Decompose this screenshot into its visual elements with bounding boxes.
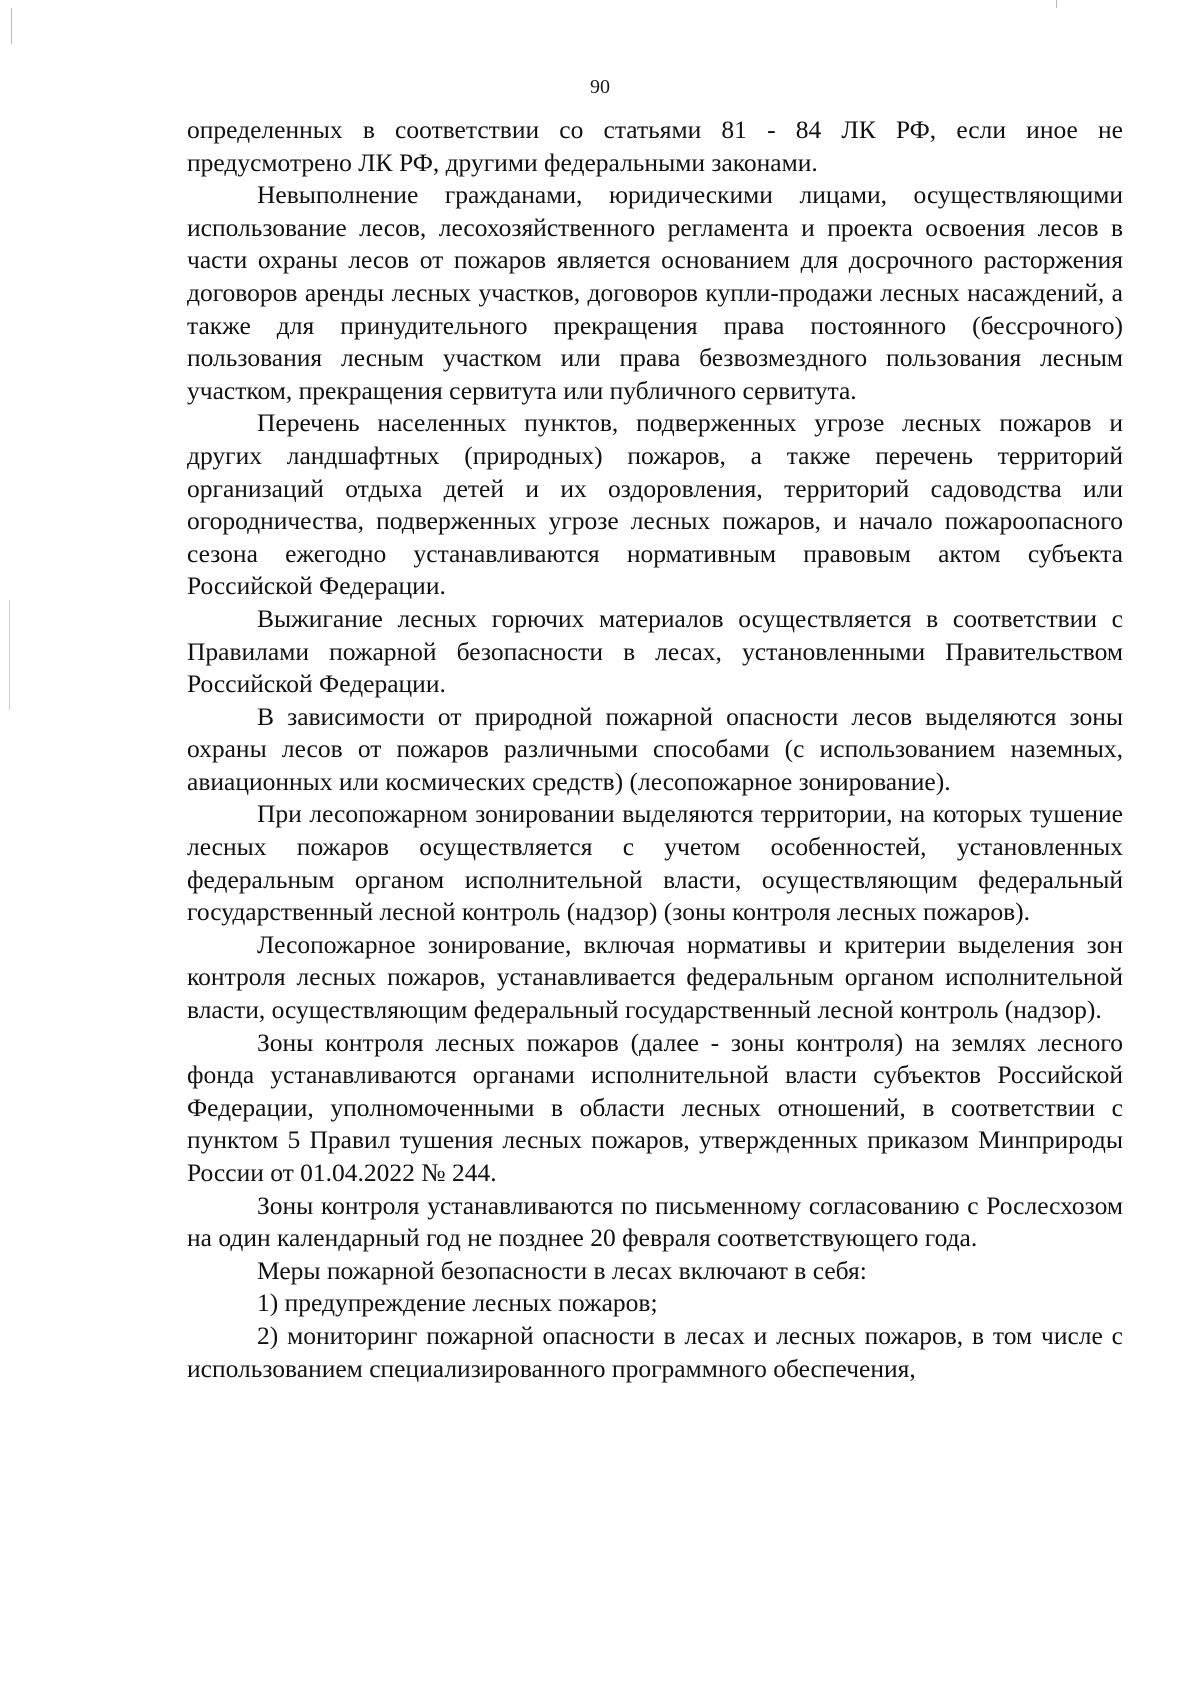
scan-edge-mark-left: [11, 8, 12, 44]
paragraph: Невыполнение гражданами, юридическими лицами, осуществляющими использование лесов, лесохозяйственного регламента и проекта освоения лесов в части охраны лесов от пожаров является основанием для досрочного расторжения договоров аренды лесных участков, договоров купли-продажи лесных насаждений, а также для принудительного прекращения права постоянного (бессрочного) пользования лесным участком или права безвозмездного пользования лесным участком, прекращения сервитута или публичного сервитута.: [187, 180, 1123, 405]
paragraph: В зависимости от природной пожарной опасности лесов выделяются зоны охраны лесов от пожаров различными способами (с использованием наземных, авиационных или космических средств) (лесопожарное зонирование).: [187, 701, 1123, 796]
paragraph: Лесопожарное зонирование, включая нормативы и критерии выделения зон контроля лесных пожаров, устанавливается федеральным органом исполнительной власти, осуществляющим федеральный государственный лесной контроль (надзор).: [187, 929, 1123, 1025]
paragraph: Выжигание лесных горючих материалов осуществляется в соответствии с Правилами пожарной безопасности в лесах, установленными Правительством Российской Федерации.: [187, 603, 1123, 699]
list-item: 1) предупреждение лесных пожаров;: [257, 1288, 658, 1318]
page-number: 90: [590, 76, 610, 98]
scan-edge-mark-left-middle: [9, 600, 10, 710]
paragraph: При лесопожарном зонировании выделяются территории, на которых тушение лесных пожаров осуществляется с учетом особенностей, установленных федеральным органом исполнительной власти, осуществляющим федеральный государственный лесной контроль (надзор) (зоны контроля лесных пожаров).: [187, 799, 1123, 927]
list-item: 2) мониторинг пожарной опасности в лесах и лесных пожаров, в том числе с использованием специализированного программного обеспечения,: [187, 1320, 1123, 1383]
document-body: [187, 114, 1123, 1385]
paragraph: Меры пожарной безопасности в лесах включают в себя:: [257, 1255, 867, 1285]
paragraph: Зоны контроля устанавливаются по письменному согласованию с Рослесхозом на один календарный год не позднее 20 февраля соответствующего года.: [187, 1190, 1123, 1253]
paragraph: Зоны контроля лесных пожаров (далее - зоны контроля) на землях лесного фонда устанавливаются органами исполнительной власти субъектов Российской Федерации, уполномоченными в области лесных отношений, в соответствии с пунктом 5 Правил тушения лесных пожаров, утвержденных приказом Минприроды России от 01.04.2022 № 244.: [187, 1027, 1123, 1187]
paragraph: определенных в соответствии со статьями 81 - 84 ЛК РФ, если иное не предусмотрено ЛК РФ, другими федеральными законами.: [187, 115, 1123, 177]
scan-edge-mark-top: [1056, 0, 1057, 8]
paragraph: Перечень населенных пунктов, подверженных угрозе лесных пожаров и других ландшафтных (природных) пожаров, а также перечень территорий организаций отдыха детей и их оздоровления, территорий садоводства или огородничества, подверженных угрозе лесных пожаров, и начало пожароопасного сезона ежегодно устанавливаются нормативным правовым актом субъекта Российской Федерации.: [187, 408, 1123, 601]
